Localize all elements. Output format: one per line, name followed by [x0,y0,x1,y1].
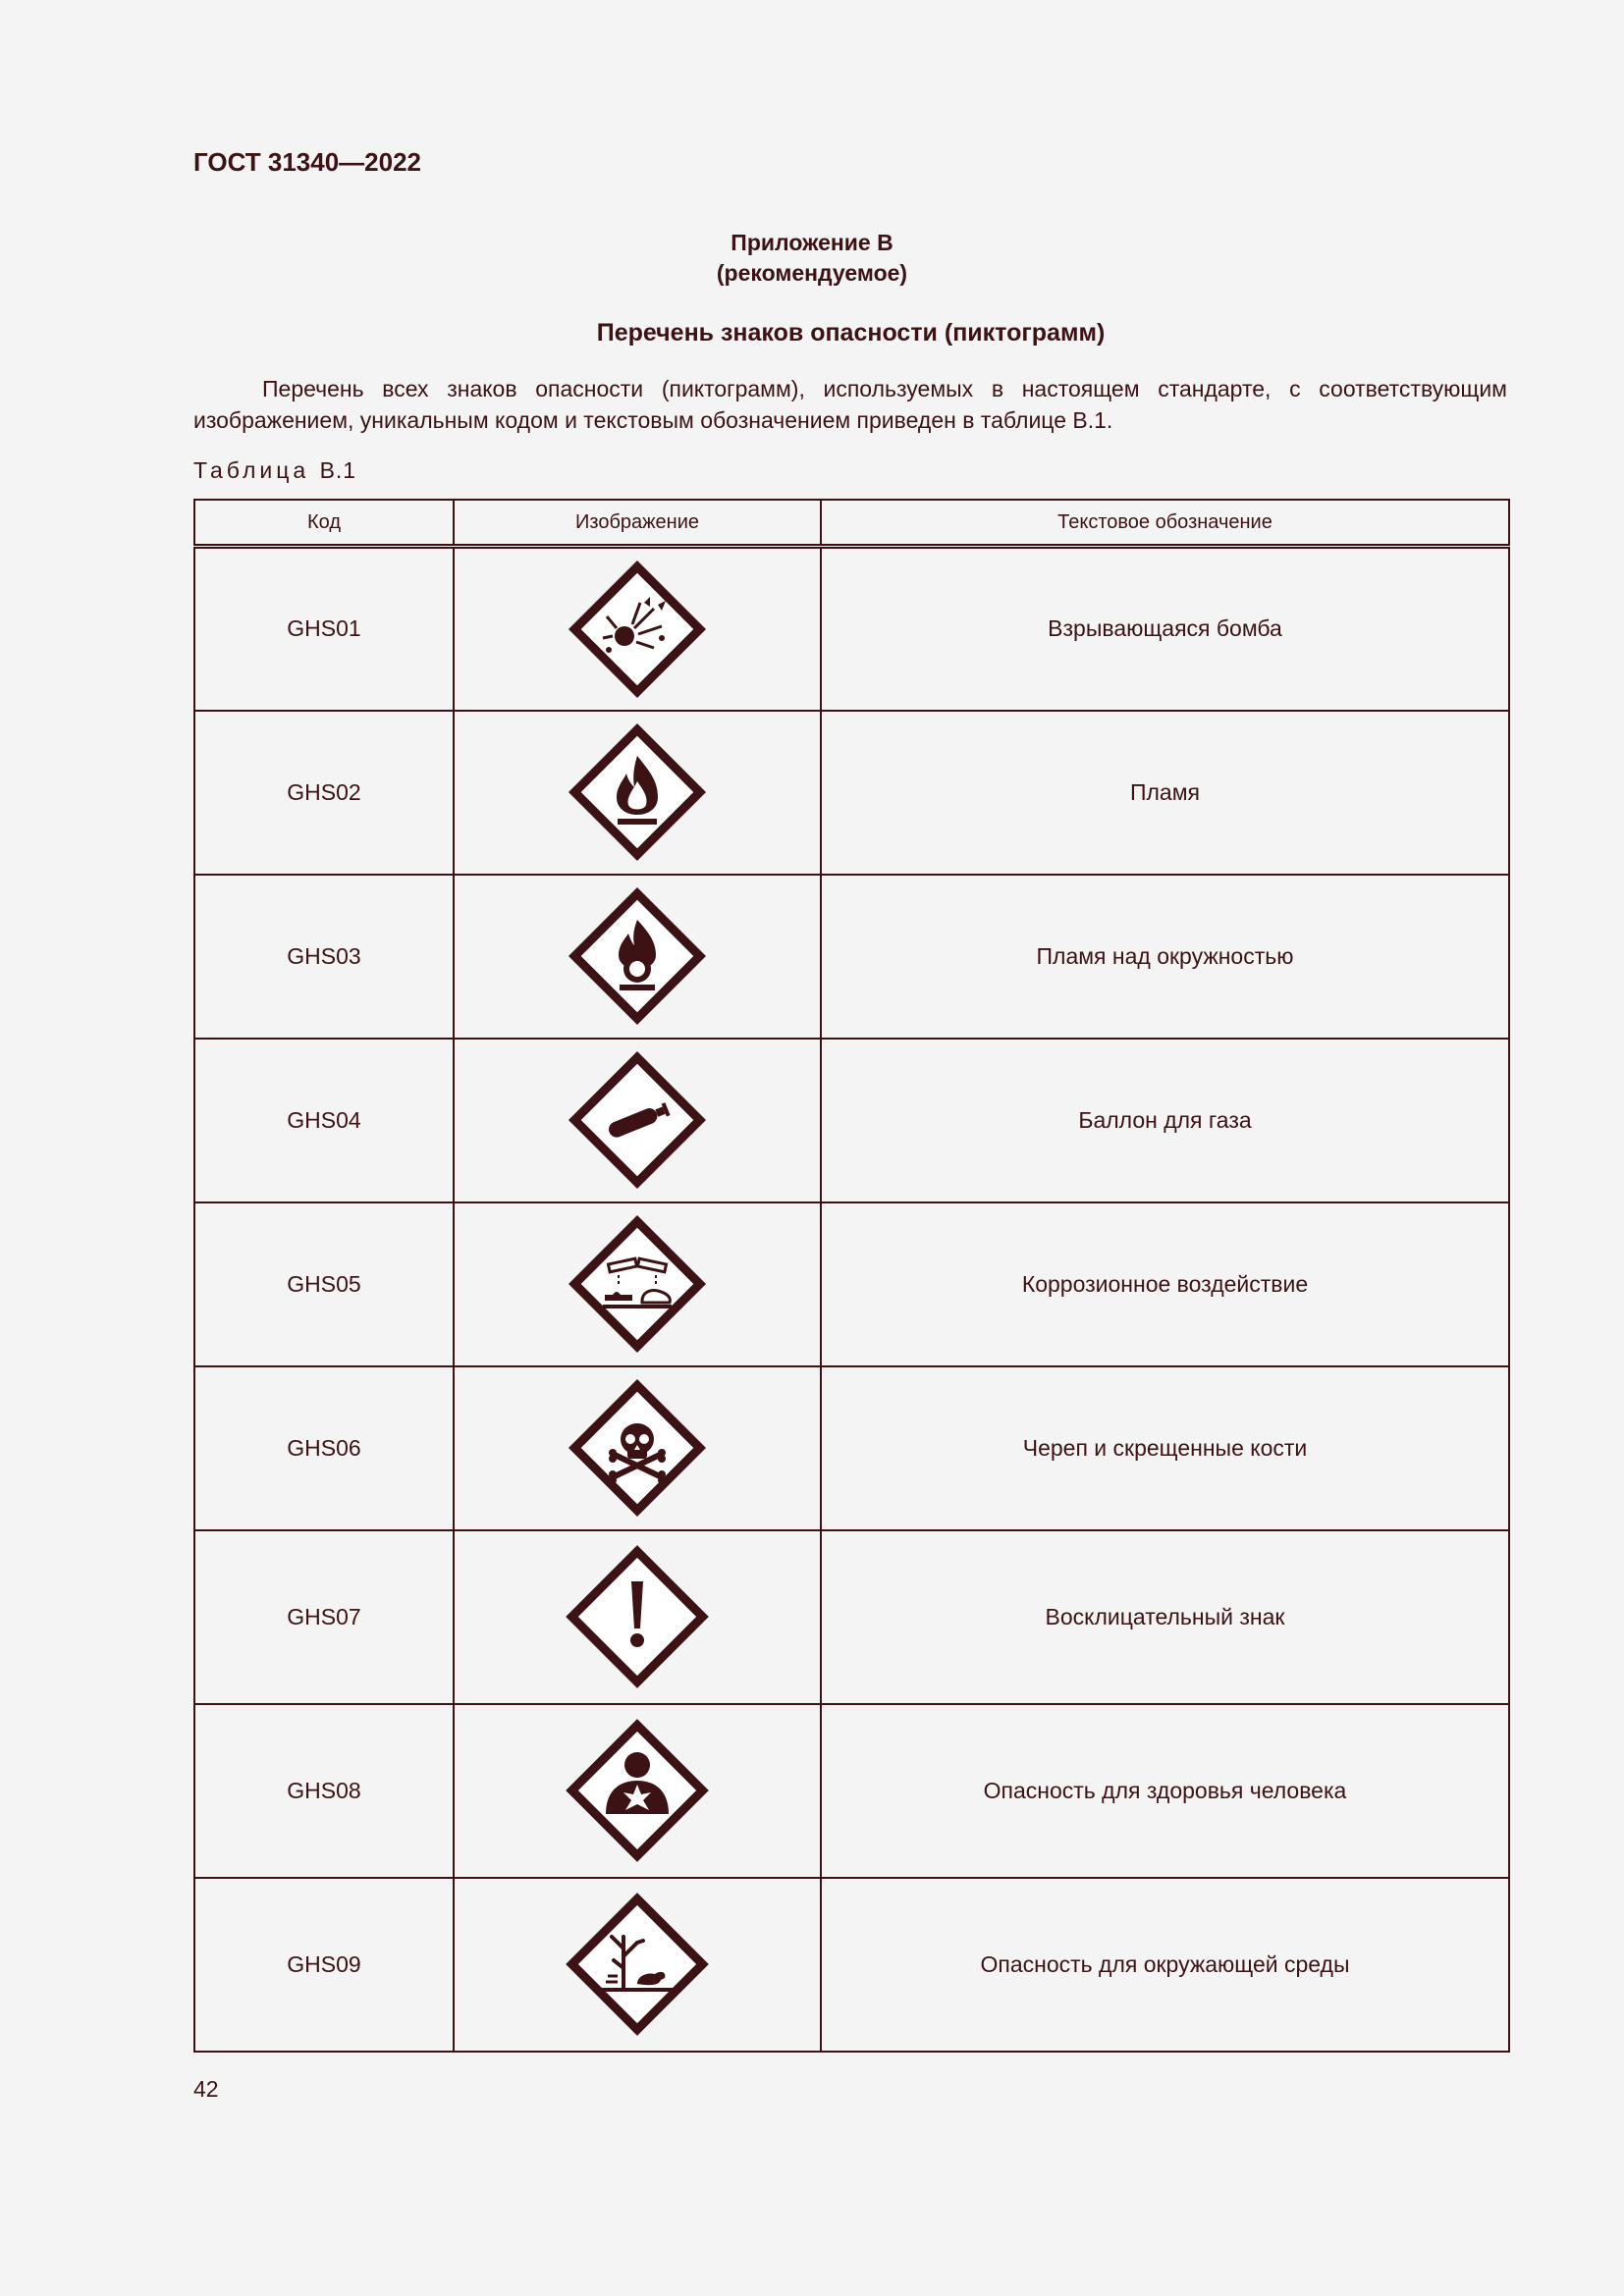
cell-image [454,1704,821,1878]
appendix-subtitle: (рекомендуемое) [716,260,908,286]
exploding-bomb-icon [564,556,711,703]
cell-label: Пламя над окружностью [821,875,1509,1039]
cell-code: GHS02 [194,711,454,875]
cell-code: GHS05 [194,1202,454,1366]
cell-code: GHS04 [194,1039,454,1202]
gas-cylinder-icon [564,1046,711,1194]
table-caption [193,457,356,484]
cell-image [454,1878,821,2052]
section-title: Перечень знаков опасности (пиктограмм) [596,319,1106,347]
appendix-heading [0,228,1624,289]
cell-code: GHS03 [194,875,454,1039]
cell-image [454,1039,821,1202]
table-row [194,1366,1509,1530]
document-code: ГОСТ 31340—2022 [193,147,421,177]
cell-image [454,711,821,875]
header-image: Изображение [454,500,821,547]
table-row [194,547,1509,711]
table-row [194,711,1509,875]
table-row [194,1704,1509,1878]
flame-icon [564,719,711,866]
health-hazard-icon [559,1712,716,1869]
intro-paragraph: Перечень всех знаков опасности (пиктограмм), используемых в настоящем стандарте, с соответствующим изображением, уникальным кодом и текстовым обозначением приведен в таблице В.1. [193,376,1507,433]
cell-image [454,875,821,1039]
table-row [194,1530,1509,1704]
cell-code: GHS09 [194,1878,454,2052]
table-row [194,1202,1509,1366]
table-row [194,1878,1509,2052]
flame-over-circle-icon [564,882,711,1030]
appendix-title: Приложение В [731,230,893,255]
environment-icon [559,1886,716,2043]
header-code: Код [194,500,454,547]
cell-label: Баллон для газа [821,1039,1509,1202]
skull-crossbones-icon [564,1374,711,1522]
cell-label: Взрывающаяся бомба [821,547,1509,711]
cell-label: Пламя [821,711,1509,875]
table-row [194,875,1509,1039]
cell-image [454,547,821,711]
cell-code: GHS08 [194,1704,454,1878]
exclamation-mark-icon [559,1538,716,1695]
cell-image [454,1202,821,1366]
cell-code: GHS06 [194,1366,454,1530]
hazard-table [193,499,1510,2053]
table-caption-number: В.1 [319,457,357,483]
page-number: 42 [193,2076,219,2102]
header-label: Текстовое обозначение [821,500,1509,547]
table-caption-prefix: Таблица [193,457,310,483]
cell-label: Опасность для здоровья человека [821,1704,1509,1878]
cell-image [454,1366,821,1530]
table-header-row [194,500,1509,547]
cell-label: Череп и скрещенные кости [821,1366,1509,1530]
cell-label: Коррозионное воздействие [821,1202,1509,1366]
cell-label: Восклицательный знак [821,1530,1509,1704]
table-row [194,1039,1509,1202]
cell-code: GHS01 [194,547,454,711]
cell-label: Опасность для окружающей среды [821,1878,1509,2052]
cell-image [454,1530,821,1704]
cell-code: GHS07 [194,1530,454,1704]
corrosion-icon [564,1210,711,1358]
